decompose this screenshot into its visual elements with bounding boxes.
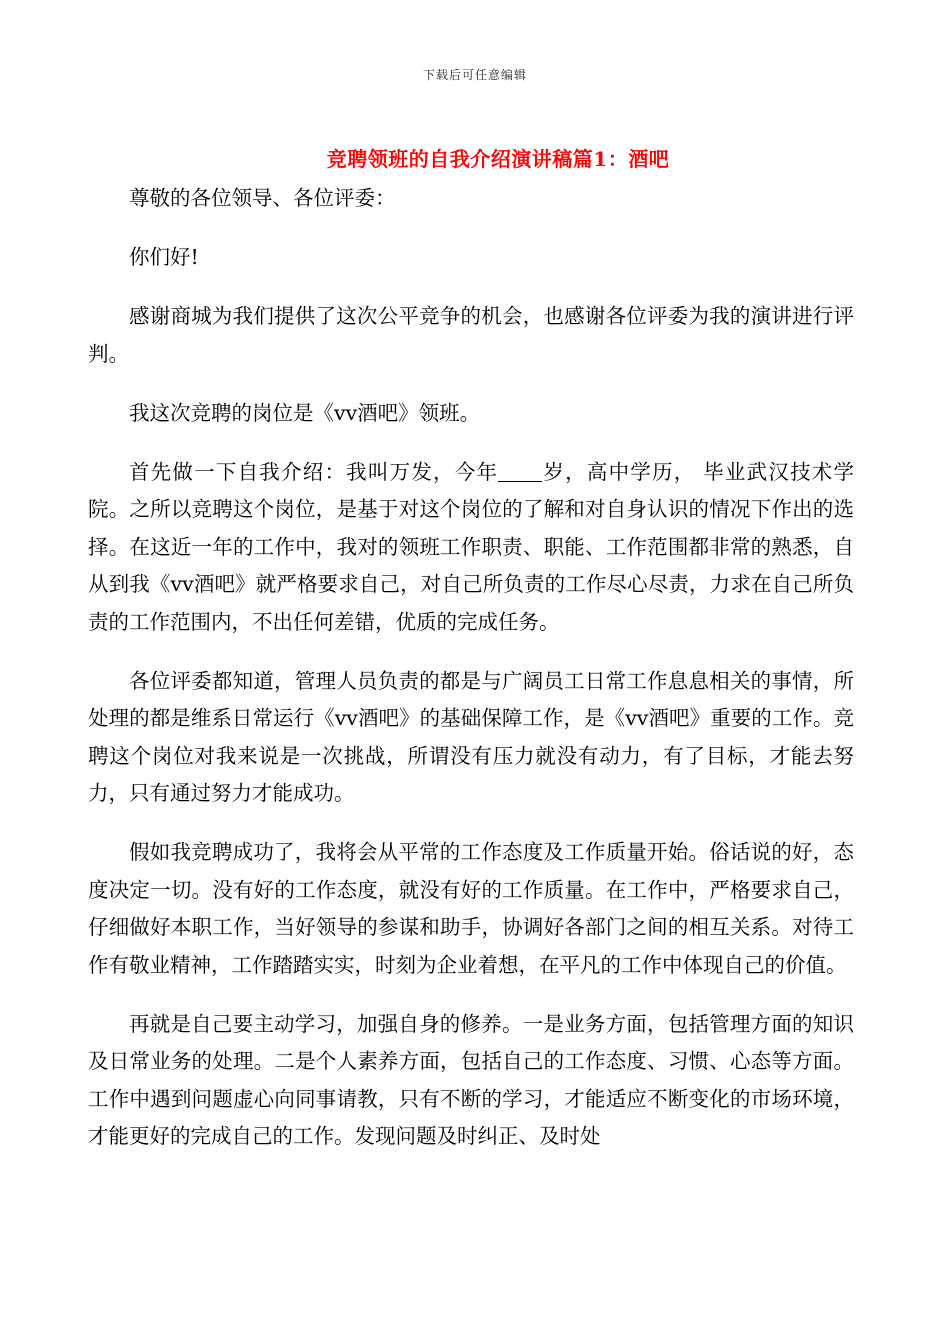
intro-text-after-blank: 岁，高中学历， 毕业武汉技术学院。之所以竞聘这个岗位，是基于对这个岗位的了解和对自身认识的情况下作出的选择。在这近一年的工作中，我对的领班工作职责、职能、工作范围都非常的熟悉，自从到我《vv酒吧》就严格要求自己，对自己所负责的工作尽心尽责，力求在自己所负责的工作范围内，不出任何差错，优质的完成任务。 <box>88 459 855 634</box>
header-note: 下载后可任意编辑 <box>422 68 527 82</box>
document-title: 竞聘领班的自我介绍演讲稿篇1：酒吧 <box>326 147 670 171</box>
paragraph-greeting: 你们好! <box>129 245 199 269</box>
paragraph-thanks: 感谢商城为我们提供了这次公平竞争的机会，也感谢各位评委为我的演讲进行评判。 <box>88 304 854 366</box>
paragraph-learning: 再就是自己要主动学习，加强自身的修养。一是业务方面，包括管理方面的知识及日常业务的处理。二是个人素养方面，包括自己的工作态度、习惯、心态等方面。工作中遇到问题虚心向同事请教，只有不断的学习，才能适应不断变化的市场环境，才能更好的完成自己的工作。发现问题及时纠正、及时处 <box>88 1011 854 1148</box>
paragraph-introduction <box>88 454 854 642</box>
document-body <box>88 180 854 1177</box>
intro-text-before-blank: 首先做一下自我介绍：我叫万发，今年 <box>129 459 499 484</box>
paragraph-challenge: 各位评委都知道，管理人员负责的都是与广阔员工日常工作息息相关的事情，所处理的都是维系日常运行《vv酒吧》的基础保障工作，是《vv酒吧》重要的工作。竞聘这个岗位对我来说是一次挑战，所谓没有压力就没有动力，有了目标，才能去努力，只有通过努力才能成功。 <box>88 668 854 805</box>
paragraph-salutation: 尊敬的各位领导、各位评委： <box>129 186 396 210</box>
paragraph-position: 我这次竞聘的岗位是《vv酒吧》领班。 <box>129 400 481 425</box>
age-blank-line <box>498 460 542 482</box>
paragraph-plan: 假如我竞聘成功了，我将会从平常的工作态度及工作质量开始。俗话说的好，态度决定一切。没有好的工作态度，就没有好的工作质量。在工作中，严格要求自己，仔细做好本职工作，当好领导的参谋和助手，协调好各部门之间的相互关系。对待工作有敬业精神，工作踏踏实实，时刻为企业着想，在平凡的工作中体现自己的价值。 <box>88 840 854 977</box>
